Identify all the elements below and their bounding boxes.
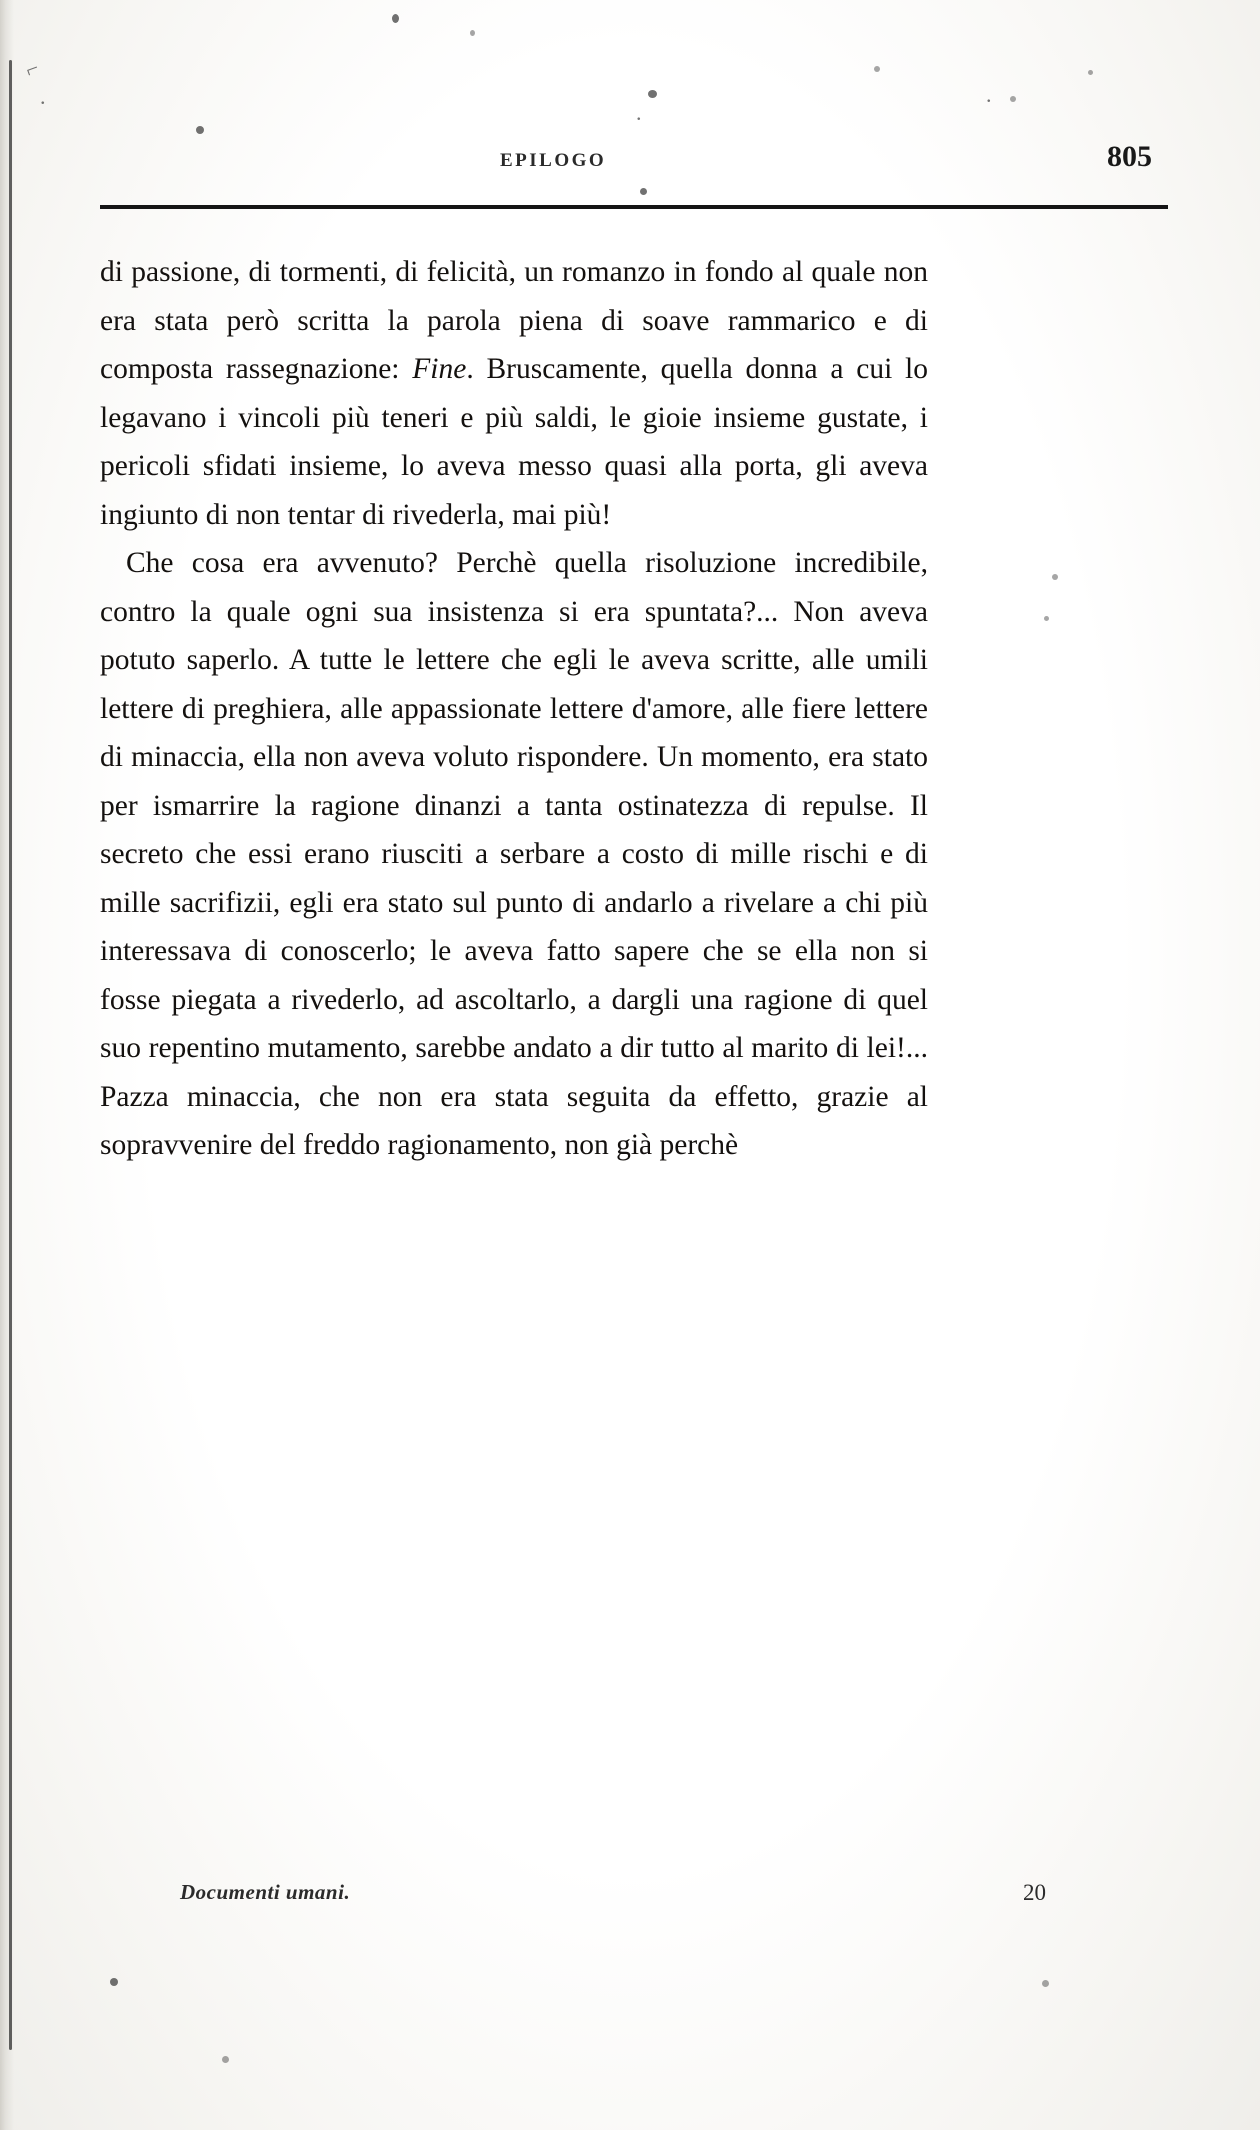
paragraph	[100, 539, 928, 1170]
scan-speck	[1042, 1980, 1049, 1987]
scan-speck	[1044, 616, 1049, 621]
scan-speck	[110, 1978, 118, 1986]
header-rule	[100, 205, 1168, 209]
scan-speck	[222, 2056, 229, 2063]
scan-speck	[196, 126, 204, 134]
running-head	[100, 140, 1164, 190]
scan-speck	[874, 66, 880, 72]
scan-smudge: ⌐	[21, 54, 43, 83]
scan-smudge: .	[40, 84, 46, 109]
paragraph	[100, 248, 928, 539]
scan-speck	[648, 90, 657, 98]
scan-speck	[392, 14, 399, 23]
page-footer	[180, 1880, 1164, 1920]
scan-speck	[640, 188, 647, 195]
text-run: di passione, di tormenti, di felicità, un romanzo in fondo al quale non era stata però scritta la parola piena di soave rammarico e di composta rassegnazione:	[100, 256, 928, 385]
book-signature: Documenti umani.	[180, 1880, 351, 1904]
scan-speck	[1052, 574, 1058, 580]
text-run: . Bruscamente, quella donna a cui lo legavano i vincoli più teneri e più saldi, le gioie insieme gustate, i pericoli sfidati insieme, lo aveva messo quasi alla porta, gli aveva ingiunto di non tentar di rivederla, mai più!	[100, 353, 929, 531]
scan-smudge: .	[636, 100, 642, 125]
chapter-title: EPILOGO	[500, 150, 607, 171]
text-run: Che cosa era avvenuto? Perchè quella risoluzione incredibile, contro la quale ogni sua insistenza si era spuntata?... Non aveva potuto saperlo. A tutte le lettere che egli le aveva scritte, alle umili lettere di preghiera, alle appassionate lettere d'amore, alle fiere lettere di minaccia, ella non aveva voluto rispondere. Un momento, era stato per ismarrire la ragione dinanzi a tanta ostinatezza di repulse. Il secreto che essi erano riusciti a serbare a costo di mille rischi e di mille sacrifizii, egli era stato sul punto di andarlo a rivelare a chi più interessava di conoscerlo; le aveva fatto sapere che se ella non si fosse piegata a rivederlo, ad ascoltarlo, a dargli una ragione di quel suo repentino mutamento, sarebbe andato a dir tutto al marito di lei!... Pazza minaccia, che non era stata seguita da effetto, grazie al sopravvenire del freddo ragionamento, non già perchè	[100, 547, 928, 1161]
page-number: 805	[1107, 140, 1152, 173]
scan-smudge: .	[986, 82, 992, 107]
emphasis-text: Fine	[412, 353, 467, 385]
scan-speck	[1010, 96, 1016, 102]
gathering-number: 20	[1023, 1880, 1046, 1905]
scan-speck	[470, 30, 475, 36]
body-text	[100, 248, 928, 1170]
scan-speck	[1088, 70, 1093, 75]
